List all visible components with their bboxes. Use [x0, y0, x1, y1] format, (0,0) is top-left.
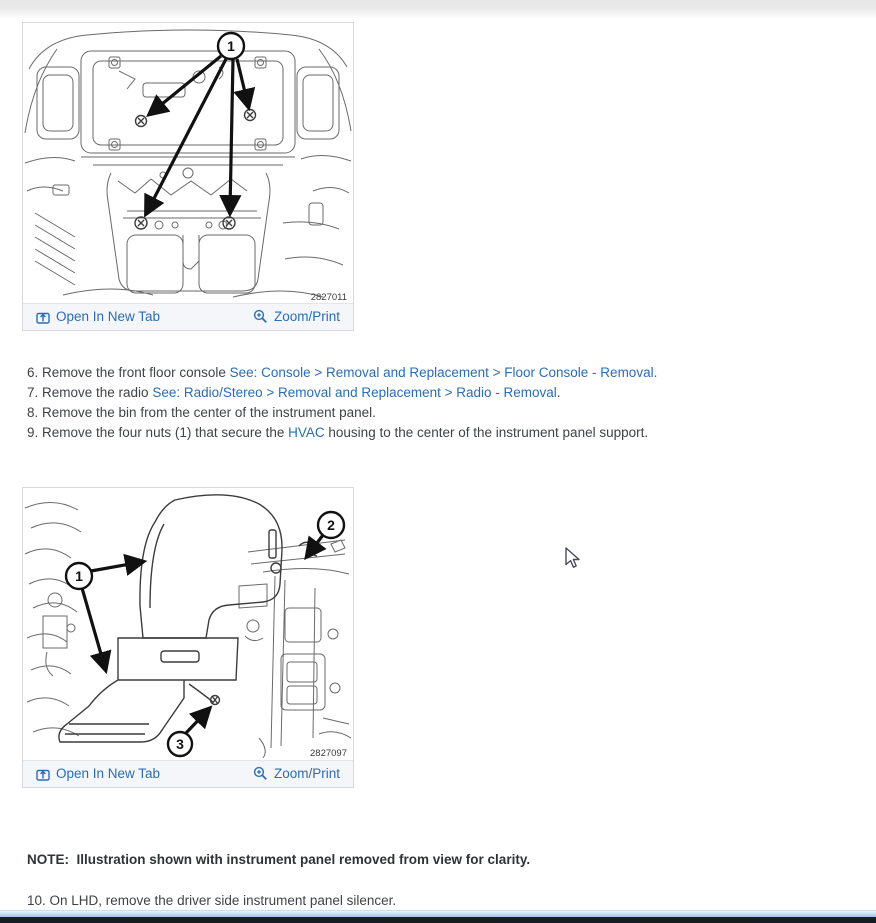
figure-footer [23, 303, 353, 330]
open-in-new-tab-icon [36, 767, 50, 781]
step-6: 6. Remove the front floor console See: Console > Removal and Replacement > Floor Console - Removal. [27, 365, 658, 380]
zoom-print-label: Zoom/Print [273, 766, 340, 781]
open-in-new-tab-icon [36, 310, 50, 324]
callout-1 [218, 33, 244, 59]
zoom-print-link[interactable] [253, 309, 340, 324]
zoom-print-link[interactable] [253, 766, 340, 781]
figure-number: 2827097 [310, 748, 347, 759]
mouse-cursor [565, 547, 581, 569]
svg-text:2: 2 [327, 517, 335, 533]
svg-text:1: 1 [75, 568, 83, 584]
figure-illustration-dash-nuts [23, 23, 353, 303]
step-10: 10. On LHD, remove the driver side instrument panel silencer. [27, 893, 397, 908]
callout-arrows [147, 56, 248, 212]
zoom-icon [253, 309, 268, 324]
callout-2 [318, 512, 344, 538]
step-8: 8. Remove the bin from the center of the instrument panel. [27, 405, 376, 420]
hvac-link[interactable]: HVAC [288, 425, 325, 440]
figure-footer [23, 760, 353, 787]
open-in-new-tab-label: Open In New Tab [56, 766, 161, 781]
figure-panel-2827011 [22, 22, 354, 331]
callout-1 [66, 563, 92, 589]
see-radio-removal-link[interactable]: See: Radio/Stereo > Removal and Replacement > Radio - Removal [152, 385, 557, 400]
svg-text:3: 3 [176, 736, 184, 752]
step-7: 7. Remove the radio See: Radio/Stereo > Removal and Replacement > Radio - Removal. [27, 385, 561, 400]
figure-illustration-hvac-duct [23, 488, 353, 760]
figure-number: 2827011 [310, 292, 347, 303]
open-in-new-tab-link[interactable] [36, 766, 160, 781]
procedure-steps [27, 363, 657, 443]
background-line-art [25, 502, 351, 758]
zoom-print-label: Zoom/Print [273, 309, 340, 324]
page-top-fade [0, 0, 876, 20]
callout-arrows [82, 535, 323, 733]
svg-text:1: 1 [227, 38, 235, 54]
hvac-duct-outline [59, 495, 317, 742]
open-in-new-tab-label: Open In New Tab [56, 309, 161, 324]
see-console-removal-link[interactable]: See: Console > Removal and Replacement > Floor Console - Removal. [229, 365, 658, 380]
window-bottom-edge [0, 917, 876, 923]
open-in-new-tab-link[interactable] [36, 309, 160, 324]
dash-line-art [25, 30, 351, 297]
step-9: 9. Remove the four nuts (1) that secure the HVAC housing to the center of the instrument panel support. [27, 425, 649, 440]
figure-panel-2827097 [22, 487, 354, 788]
note-text: NOTE: Illustration shown with instrument panel removed from view for clarity. [27, 852, 531, 867]
callout-3 [168, 732, 192, 756]
zoom-icon [253, 766, 268, 781]
horizontal-scrollbar[interactable] [0, 910, 876, 917]
